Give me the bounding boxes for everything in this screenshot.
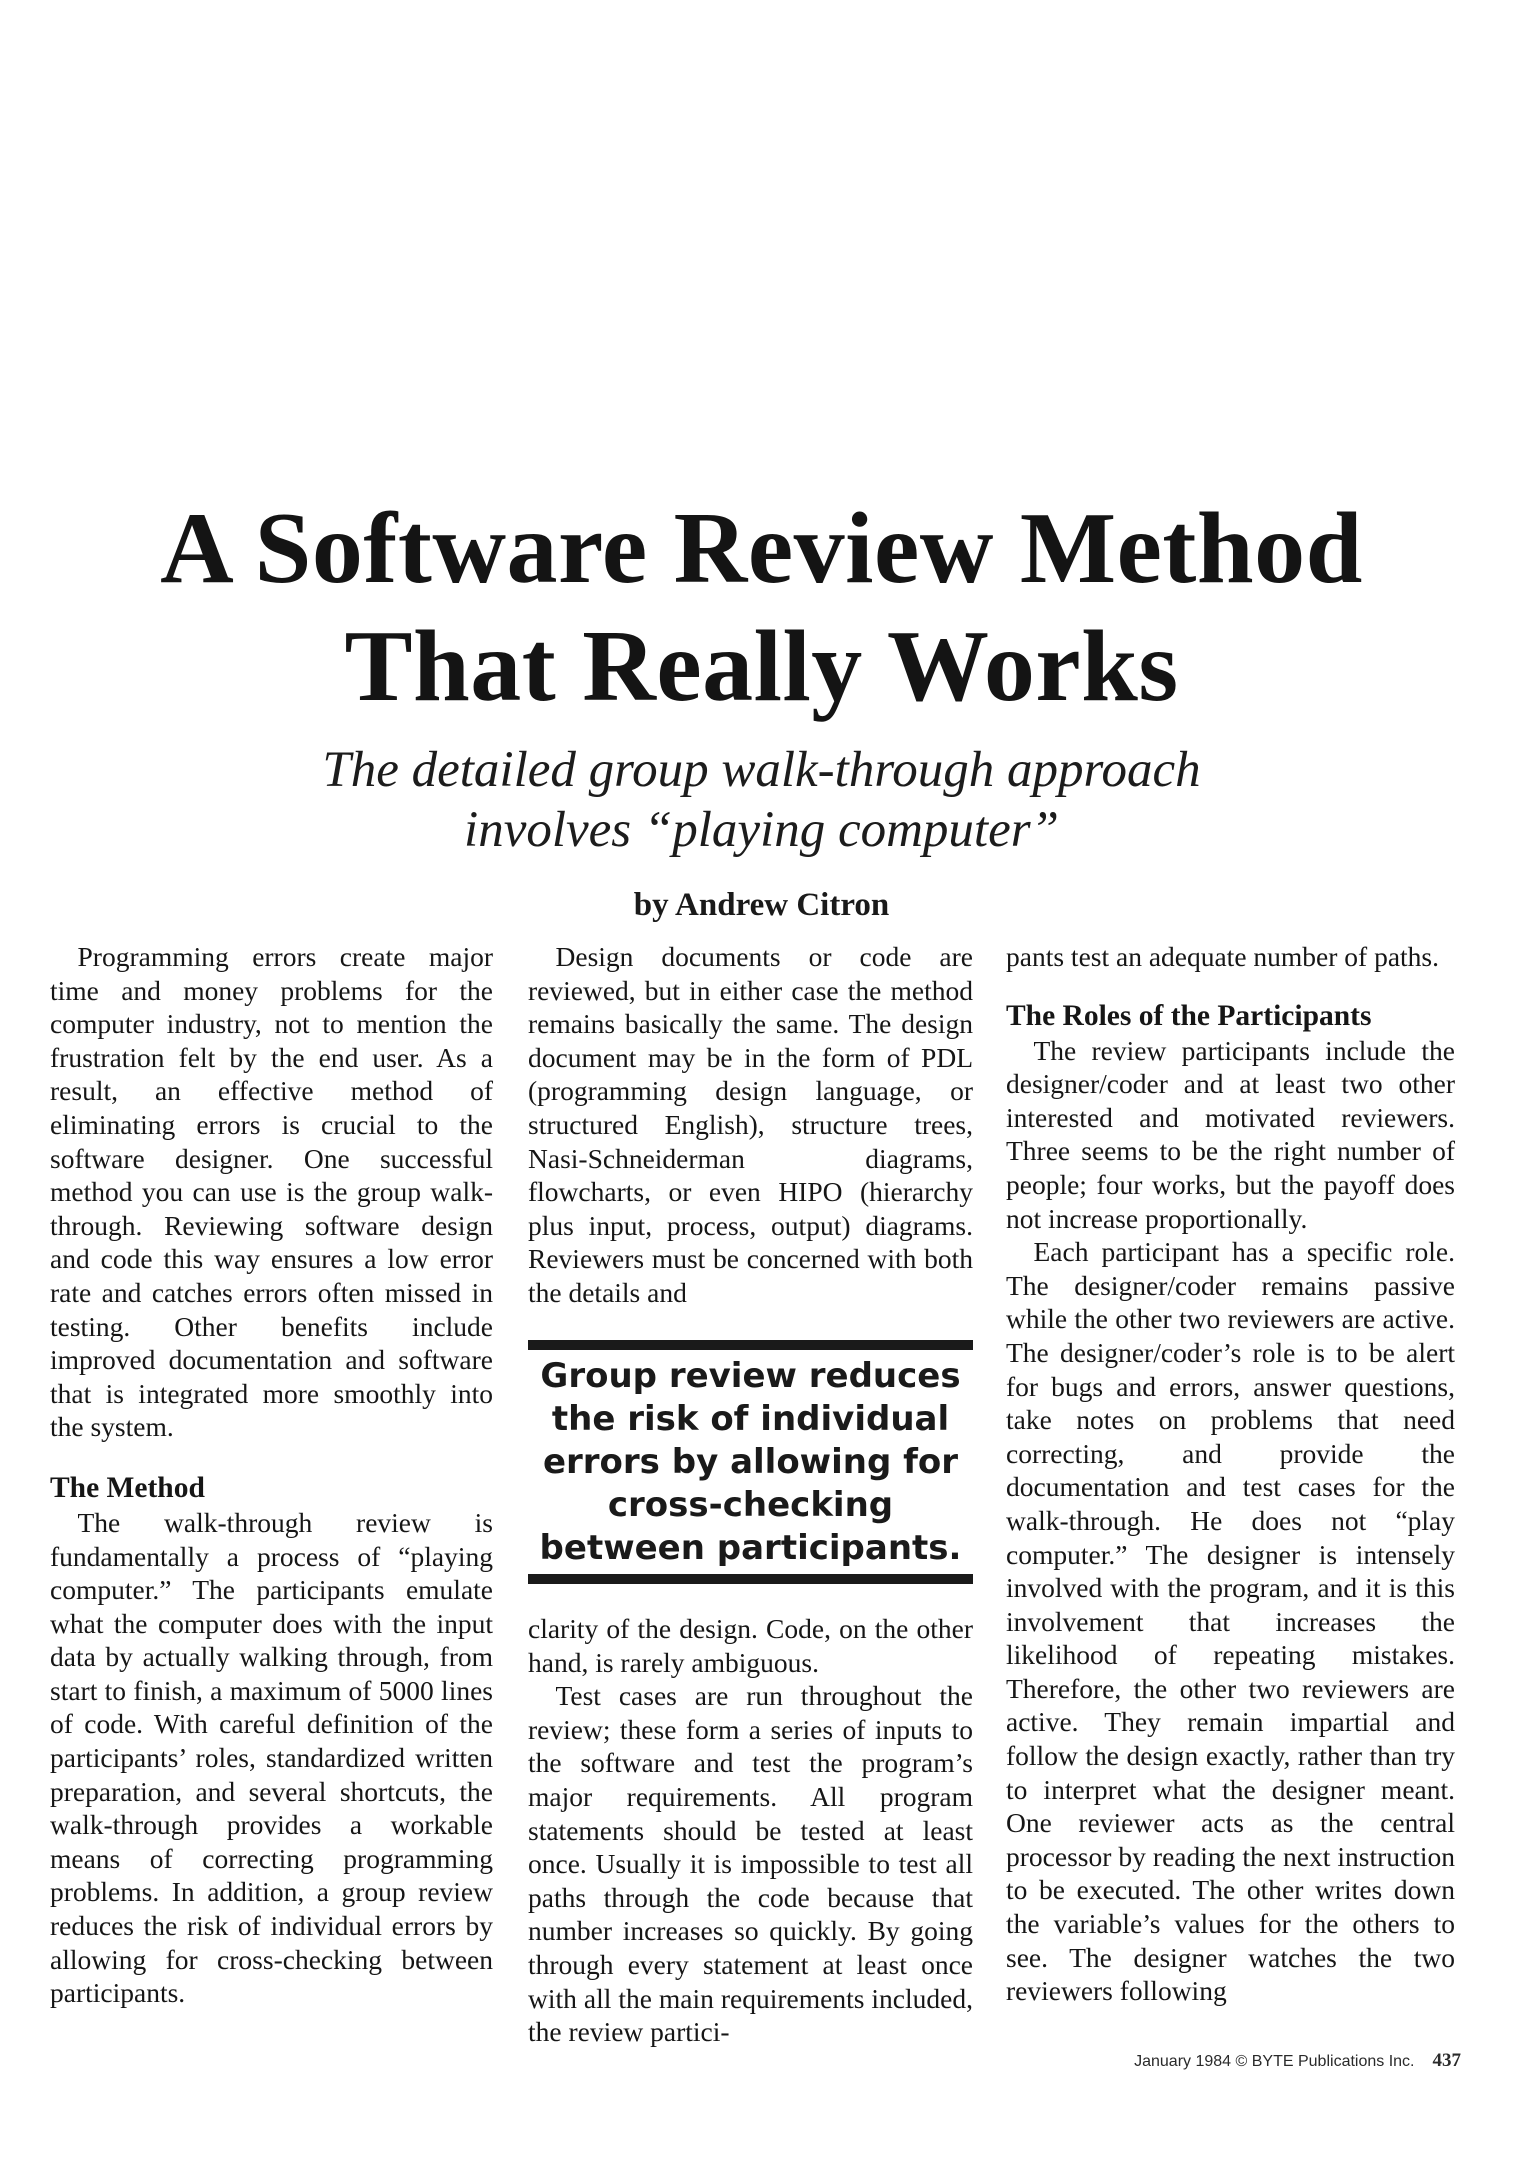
title-line-1: A Software Review Method [160, 492, 1363, 605]
paragraph: Each participant has a specific role. The designer/coder remains passive while the other two reviewers are active. The designer/coder’s role is to be alert for bugs and errors, answer questions, take notes on problems that need correcting, and provide the documentation and test cases for the walk-through. He does not “play computer.” The designer is intensely involved with the program, and it is this involvement that increases the likelihood of repeating mistakes. Therefore, the other two reviewers are active. They remain impartial and follow the design exactly, rather than try to interpret what the designer meant. One reviewer acts as the central processor by reading the next instruction to be executed. The other writes down the variable’s values for the others to see. The designer watches the two reviewers following [1006, 1236, 1455, 2007]
page-number: 437 [1432, 2050, 1461, 2071]
page-footer [1134, 2050, 1461, 2072]
title-line-2: That Really Works [344, 610, 1179, 723]
paragraph: Test cases are run throughout the review; these form a series of inputs to the software and test the program’s major requirements. All program statements should be tested at least once. Usually it is impossible to test all paths through the code because that number increases so quickly. By going through every statement at least once with all the main requirements included, the review partici- [528, 1680, 973, 2048]
paragraph: The review participants include the designer/coder and at least two other interested and motivated reviewers. Three seems to be the right number of people; four works, but the payoff does not increase proportionally. [1006, 1034, 1455, 1234]
pull-quote-text: Group review reduces the risk of individual errors by allowing for cross-checking between participants. [539, 1355, 962, 1568]
footer-credit: January 1984 © BYTE Publications Inc. [1134, 2053, 1415, 2070]
paragraph: The walk-through review is fundamentally a process of “playing computer.” The participants emulate what the computer does with the input data by actually walking through, from start to finish, a maximum of 5000 lines of code. With careful definition of the participants’ roles, standardized written preparation, and several shortcuts, the walk-through provides a workable means of correcting programming problems. In addition, a group review reduces the risk of individual errors by allowing for cross-checking between participants. [50, 1506, 493, 2009]
article-title [0, 490, 1523, 726]
paragraph: pants test an adequate number of paths. [1006, 941, 1439, 972]
paragraph: Programming errors create major time and money problems for the computer industry, not to mention the frustration felt by the end user. As a result, an effective method of eliminating errors is crucial to the software designer. One successful method you can use is the group walk-through. Reviewing software design and code this way ensures a low error rate and catches errors often missed in testing. Other benefits include improved documentation and software that is integrated more smoothly into the system. [50, 941, 493, 1443]
column-3 [1006, 940, 1455, 2008]
paragraph: Design documents or code are reviewed, but in either case the method remains basically the same. The design document may be in the form of PDL (programming design language, or structured English), structure trees, Nasi-Schneiderman diagrams, flowcharts, or even HIPO (hierarchy plus input, process, output) diagrams. Reviewers must be concerned with both the details and [528, 941, 973, 1308]
byline: by Andrew Citron [633, 887, 890, 923]
paragraph: clarity of the design. Code, on the other hand, is rarely ambiguous. [528, 1613, 973, 1678]
subtitle-line-2: involves “playing computer” [464, 802, 1059, 858]
pull-quote [528, 1340, 973, 1584]
section-heading-the-method: The Method [50, 1471, 205, 1504]
subtitle-line-1: The detailed group walk-through approach [322, 742, 1201, 798]
column-2-top [528, 940, 973, 1310]
column-1 [50, 940, 493, 2010]
section-heading-roles: The Roles of the Participants [1006, 999, 1372, 1032]
article-subtitle [0, 740, 1523, 860]
column-2-bottom [528, 1612, 973, 2049]
